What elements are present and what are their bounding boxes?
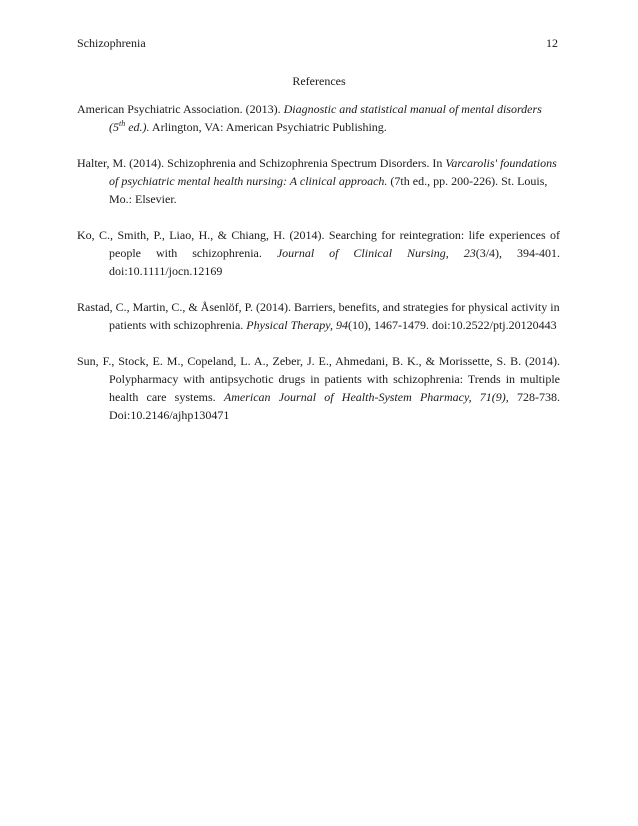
reference-journal: Journal of Clinical Nursing, 23 (276, 246, 476, 260)
reference-text: Ko, C., Smith, P., Liao, H., & Chiang, H. (2014). Searching for reintegration: life experiences of people with schizophrenia. (77, 228, 560, 260)
reference-entry (77, 100, 560, 136)
reference-entry (77, 352, 560, 424)
reference-text: American Psychiatric Association. (2013). (77, 102, 284, 116)
running-head: Schizophrenia (77, 36, 146, 50)
reference-pages-doi: 728-738. Doi:10.2146/ajhp130471 (109, 390, 561, 422)
page-number: 12 (546, 36, 558, 50)
references-list (77, 100, 560, 442)
reference-superscript: th (119, 119, 126, 128)
reference-entry (77, 226, 560, 280)
reference-text: Halter, M. (2014). Schizophrenia and Schizophrenia Spectrum Disorders. In (77, 156, 446, 170)
reference-text: Sun, F., Stock, E. M., Copeland, L. A., Zeber, J. E., Ahmedani, B. K., & Morissette, S. B. (2014). Polypharmacy with antipsychotic drugs in patients with schizophrenia: Trends in multiple health care systems. (77, 354, 560, 404)
reference-title-cont: ed.). (125, 120, 150, 134)
reference-journal: American Journal of Health-System Pharmacy, 71(9), (223, 390, 509, 404)
reference-pages-doi: (10), 1467-1479. doi:10.2522/ptj.20120443 (347, 318, 557, 332)
reference-journal: Physical Therapy, 94 (246, 318, 348, 332)
references-heading: References (292, 74, 346, 88)
reference-title: Diagnostic and statistical manual of mental disorders (5 (109, 102, 542, 134)
reference-entry (77, 154, 560, 208)
reference-publisher: (7th ed., pp. 200-226). St. Louis, Mo.: Elsevier. (109, 174, 548, 206)
reference-text: Rastad, C., Martin, C., & Åsenlöf, P. (2014). Barriers, benefits, and strategies for physical activity in patients with schizophrenia. (77, 300, 560, 332)
reference-entry (77, 298, 560, 334)
reference-title: Varcarolis' foundations of psychiatric mental health nursing: A clinical approach. (109, 156, 557, 188)
reference-pages-doi: (3/4), 394-401. doi:10.1111/jocn.12169 (109, 246, 560, 278)
reference-publisher: Arlington, VA: American Psychiatric Publishing. (149, 120, 387, 134)
